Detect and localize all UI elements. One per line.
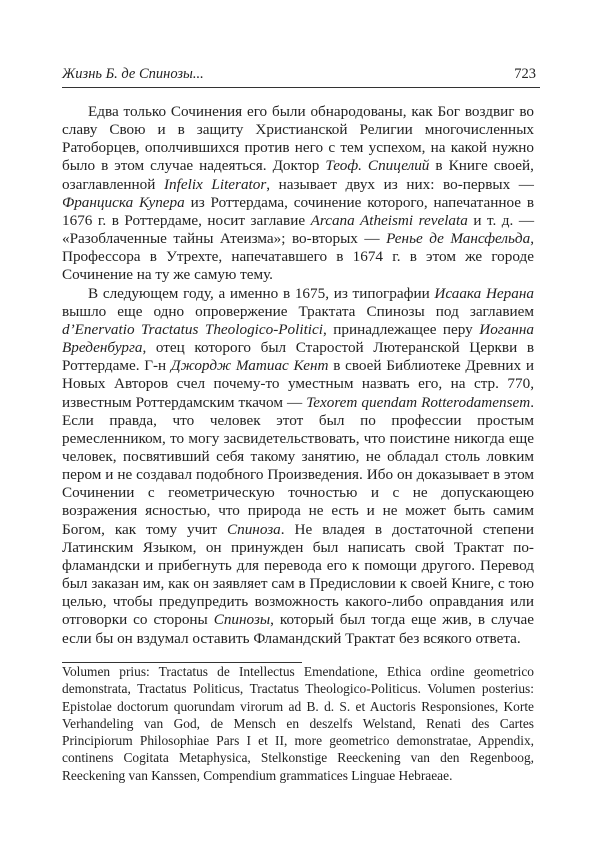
text-run: в Книге своей, озаглавленной (62, 157, 534, 193)
italic-run: Texorem quendam Rotterodamensem (306, 393, 531, 411)
text-run: в своей Библиотеке Древних и Новых Авторов счел почему-то уместным назвать его, на стр. 770, известным Роттердамским ткачом — (62, 357, 535, 411)
italic-run: Ренье де Мансфельда (386, 230, 531, 248)
italic-run: Infelix Literator (164, 175, 267, 193)
text-run: , который был тогда еще жив, в случае если бы он вздумал оставить Фламандский Трактат без всякого ответа. (62, 611, 534, 647)
italic-run: Джордж Матиас Кент (170, 357, 329, 375)
running-title: Жизнь Б. де Спинозы... (62, 66, 204, 82)
text-run: , отец которого был Старостой Лютеранской Церкви в Роттердаме. Г-н (62, 339, 534, 375)
text-run: В следующем году, а именно в 1675, из типографии (88, 284, 435, 302)
italic-run: Франциска Купера (62, 193, 185, 211)
text-run: . Если правда, что человек этот был по профессии простым ремесленником, то могу засвидетельствовать, что поистине никогда еще человек, посвятивший себя такому занятию, не обладал столь ловким пером и не создавал подобного Произведения. Ибо он доказывает в этом Сочинении с геометрическую точностью и с не допускающею возражения ясностью, что природа не есть и не может быть самим Богом, как тому учит (62, 393, 534, 538)
italic-run: Спинозы (213, 611, 271, 629)
running-head (62, 66, 540, 88)
italic-run: Иоганна Вреденбурга (62, 320, 534, 357)
text-run: , принадлежащее перу (322, 320, 480, 338)
footnote: Volumen prius: Tractatus de Intellectus Emendatione, Ethica ordine geometrico demonstrata, Tractatus Politicus, Tractatus Theologico-Politicus. Volumen posterius: Epistolae doctorum quorundam virorum ad B. d. S. et Auctoris Responsiones, Korte Verhandeling van God, de Mensch en deszelfs Welstand, Renati des Cartes Principiorum Philosophiae Pars I et II, more geometrico demonstratae, Appendix, continens Cogitata Metaphysica, Stelkonstige Reeckening van den Regenboog, Reeckening van Kanssen, Compendium grammatices Linguae Hebraeae. (62, 664, 534, 783)
header-rule (62, 87, 540, 88)
italic-run: Теоф. Спицелий (325, 157, 430, 175)
text-run: , Профессора в Утрехте, напечатавшего в 1674 г. в этом же городе Сочинение на ту же самую тему. (62, 230, 534, 284)
page-number: 723 (514, 66, 536, 82)
text-run: из Роттердама, сочинение которого, напечатанное в 1676 г. в Роттердаме, носит заглавие (62, 193, 534, 229)
italic-run: Arcana Atheismi revelata (310, 211, 468, 229)
text-run: , называет двух из них: во-первых — (266, 175, 534, 193)
italic-run: d’Enervatio Tractatus Theologico-Politici (62, 320, 323, 338)
main-text (62, 103, 534, 648)
text-run: . Не владея в достаточной степени Латинским Языком, он принужден был написать свой Трактат по-фламандски и прибегнуть для перевода его к помощи другого. Перевод был заказан им, как он заявляет сам в Предисловии к своей Книге, с тою целью, чтобы предупредить возможность какого-либо оправдания или отговорки со стороны (62, 520, 535, 629)
text-run: вышло еще одно опровержение Трактата Спинозы под заглавием (62, 302, 534, 320)
paragraph-2 (62, 285, 534, 648)
paragraph-1 (62, 103, 534, 285)
italic-run: Спиноза (226, 520, 281, 538)
text-run: и т. д. — «Разоблаченные тайны Атеизма»; во-вторых — (62, 211, 535, 248)
italic-run: Исаака Нерана (434, 284, 534, 302)
text-run: Едва только Сочинения его были обнародованы, как Бог воздвиг во славу Свою и в защиту Христианской Религии многочисленных Ратоборцев, ополчившихся против него с тем успехом, на какой нужно было в этом случае надеяться. Доктор (62, 103, 534, 175)
